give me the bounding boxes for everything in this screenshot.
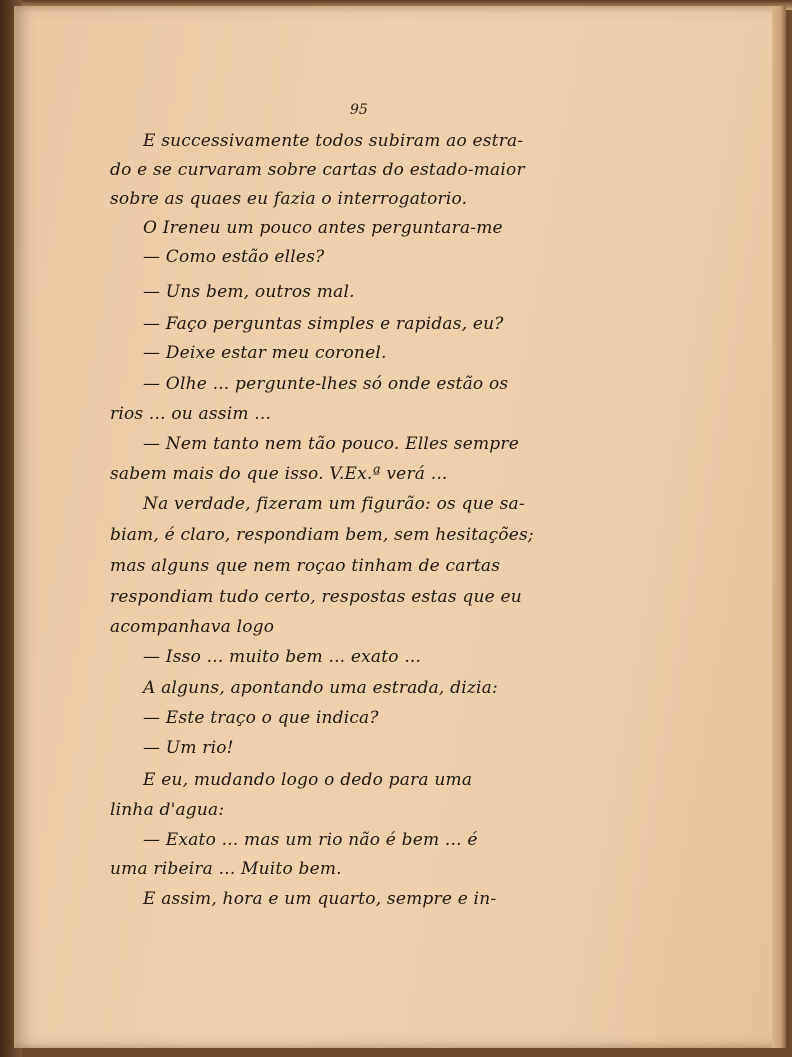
text-line: — Este traço o que indica? <box>143 708 379 728</box>
text-line: linha d'agua: <box>110 800 225 820</box>
text-line: respondiam tudo certo, respostas estas que eu <box>110 587 522 607</box>
text-line: E successivamente todos subiram ao estra- <box>143 131 524 151</box>
text-line: mas alguns que nem roçao tinham de cartas <box>110 556 501 576</box>
text-line: uma ribeira ... Muito bem. <box>110 859 342 879</box>
text-line: A alguns, apontando uma estrada, dizia: <box>143 678 498 698</box>
text-line: — Uns bem, outros mal. <box>143 282 355 302</box>
page-number: 95 <box>350 102 368 118</box>
text-line: biam, é claro, respondiam bem, sem hesitações; <box>110 525 534 545</box>
manuscript-page <box>14 6 784 1048</box>
text-line: — Deixe estar meu coronel. <box>143 343 387 363</box>
text-line: — Como estão elles? <box>143 247 325 267</box>
text-line: Na verdade, fizeram um figurão: os que sa- <box>143 494 525 514</box>
text-line: — Exato ... mas um rio não é bem ... é <box>143 830 478 850</box>
right-page-edge <box>772 6 786 1048</box>
text-line: — Um rio! <box>143 738 234 758</box>
text-line: do e se curvaram sobre cartas do estado-maior <box>110 160 525 180</box>
text-line: sobre as quaes eu fazia o interrogatorio. <box>110 189 468 209</box>
text-line: sabem mais do que isso. V.Ex.ª verá ... <box>110 464 448 484</box>
text-line: — Nem tanto nem tão pouco. Elles sempre <box>143 434 519 454</box>
text-line: — Isso ... muito bem ... exato ... <box>143 647 422 667</box>
text-line: E assim, hora e um quarto, sempre e in- <box>143 889 497 909</box>
text-line: acompanhava logo <box>110 617 275 637</box>
text-line: O Ireneu um pouco antes perguntara-me <box>143 218 503 238</box>
text-line: E eu, mudando logo o dedo para uma <box>143 770 473 790</box>
text-line: — Faço perguntas simples e rapidas, eu? <box>143 314 504 334</box>
text-line: — Olhe ... pergunte-lhes só onde estão os <box>143 374 509 394</box>
text-line: rios ... ou assim ... <box>110 404 272 424</box>
